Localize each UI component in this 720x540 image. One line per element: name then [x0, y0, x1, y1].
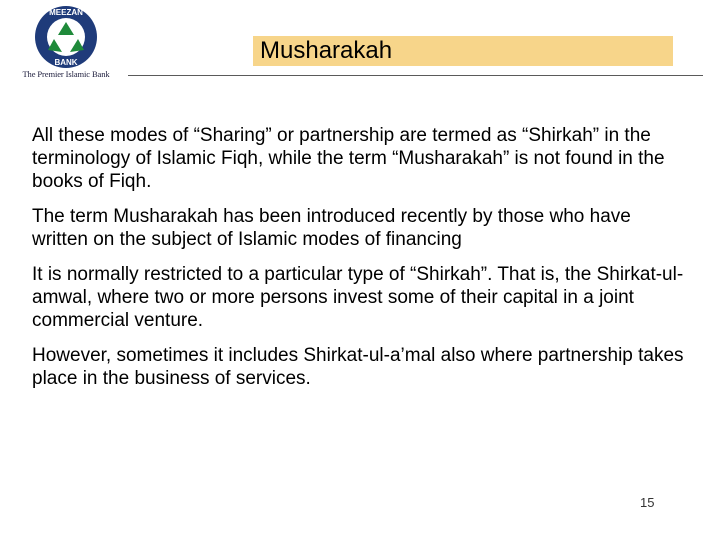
- paragraph: It is normally restricted to a particular type of “Shirkah”. That is, the Shirkat-ul-amwal, where two or more persons invest some of their capital in a joint commercial venture.: [32, 264, 684, 331]
- logo-ring-top-text: MEEZAN: [49, 8, 83, 17]
- slide-title: Musharakah: [260, 37, 393, 64]
- logo-emblem-icon: [8, 4, 124, 70]
- slide-body: [32, 124, 692, 402]
- page-number: 15: [640, 495, 655, 510]
- paragraph: However, sometimes it includes Shirkat-ul-a’mal also where partnership takes place in the business of services.: [32, 345, 684, 389]
- header-divider: [128, 75, 703, 76]
- paragraph: The term Musharakah has been introduced recently by those who have written on the subject of Islamic modes of financing: [32, 206, 631, 250]
- logo-ring-bottom-text: BANK: [54, 58, 78, 67]
- logo-tagline: The Premier Islamic Bank: [22, 69, 110, 79]
- title-band: [253, 36, 673, 66]
- paragraph: All these modes of “Sharing” or partnership are termed as “Shirkah” in the terminology of Islamic Fiqh, while the term “Musharakah” is not found in the books of Fiqh.: [32, 125, 665, 192]
